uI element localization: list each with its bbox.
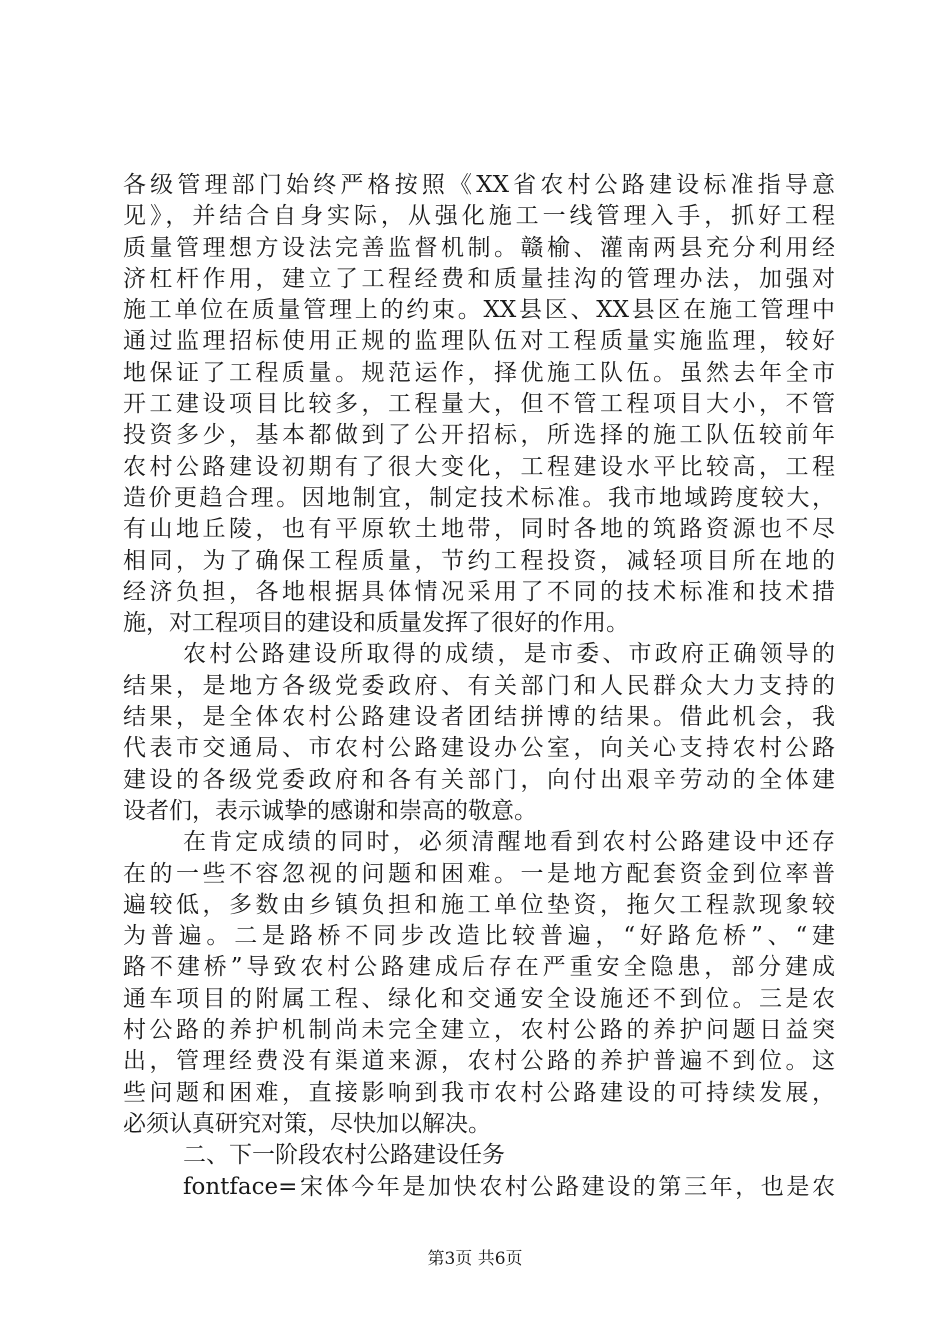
text-line: 必须认真研究对策，尽快加以解决。	[123, 1110, 491, 1137]
text-line: 济杠杆作用，建立了工程经费和质量挂沟的管理办法，加强对	[123, 265, 835, 292]
text-line: 农村公路建设初期有了很大变化，工程建设水平比较高，工程	[123, 453, 835, 480]
text-line: 相同，为了确保工程质量，节约工程投资，减轻项目所在地的	[123, 547, 835, 574]
text-line: 地保证了工程质量。规范运作，择优施工队伍。虽然去年全市	[123, 359, 835, 386]
text-line: 为普遍。二是路桥不同步改造比较普遍，“好路危桥”、“建	[123, 923, 835, 950]
text-line: 结果，是地方各级党委政府、有关部门和人民群众大力支持的	[123, 672, 835, 699]
text-line: 投资多少，基本都做到了公开招标，所选择的施工队伍较前年	[123, 422, 835, 449]
text-line: 施，对工程项目的建设和质量发挥了很好的作用。	[123, 610, 629, 637]
text-line: 路不建桥”导致农村公路建成后存在严重安全隐患，部分建成	[123, 954, 835, 981]
body-text	[123, 170, 835, 1203]
text-line: 经济负担，各地根据具体情况采用了不同的技术标准和技术措	[123, 578, 835, 605]
text-line: 质量管理想方设法完善监督机制。赣榆、灌南两县充分利用经	[123, 234, 835, 261]
text-line: 代表市交通局、市农村公路建设办公室，向关心支持农村公路	[123, 735, 835, 762]
text-line: 设者们，表示诚挚的感谢和崇高的敬意。	[123, 797, 537, 824]
text-line: 二、下一阶段农村公路建设任务	[183, 1142, 505, 1169]
text-line: 些问题和困难，直接影响到我市农村公路建设的可持续发展，	[123, 1079, 835, 1106]
text-line: 出，管理经费没有渠道来源，农村公路的养护普遍不到位。这	[123, 1048, 835, 1075]
text-line: 有山地丘陵，也有平原软土地带，同时各地的筑路资源也不尽	[123, 516, 835, 543]
text-line: 见》，并结合自身实际，从强化施工一线管理入手，抓好工程	[123, 203, 835, 230]
text-line: 造价更趋合理。因地制宜，制定技术标准。我市地域跨度较大，	[123, 484, 835, 511]
text-line: 建设的各级党委政府和各有关部门，向付出艰辛劳动的全体建	[123, 766, 835, 793]
text-line: 村公路的养护机制尚未完全建立，农村公路的养护问题日益突	[123, 1017, 835, 1044]
text-line: 施工单位在质量管理上的约束。XX县区、XX县区在施工管理中	[123, 297, 835, 324]
text-line: 通车项目的附属工程、绿化和交通安全设施还不到位。三是农	[123, 985, 835, 1012]
text-line: 在肯定成绩的同时，必须清醒地看到农村公路建设中还存	[183, 829, 835, 856]
text-line: 遍较低，多数由乡镇负担和施工单位垫资，拖欠工程款现象较	[123, 891, 835, 918]
text-line: 在的一些不容忽视的问题和困难。一是地方配套资金到位率普	[123, 860, 835, 887]
text-line: 结果，是全体农村公路建设者团结拼博的结果。借此机会，我	[123, 704, 835, 731]
text-line: 开工建设项目比较多，工程量大，但不管工程项目大小，不管	[123, 391, 835, 418]
page-footer: 第3页 共6页	[427, 1249, 523, 1269]
text-line: fontface=宋体今年是加快农村公路建设的第三年，也是农	[183, 1173, 835, 1200]
text-line: 通过监理招标使用正规的监理队伍对工程质量实施监理，较好	[123, 328, 835, 355]
text-line: 各级管理部门始终严格按照《XX省农村公路建设标准指导意	[123, 172, 835, 198]
text-line: 农村公路建设所取得的成绩，是市委、市政府正确领导的	[183, 641, 835, 668]
